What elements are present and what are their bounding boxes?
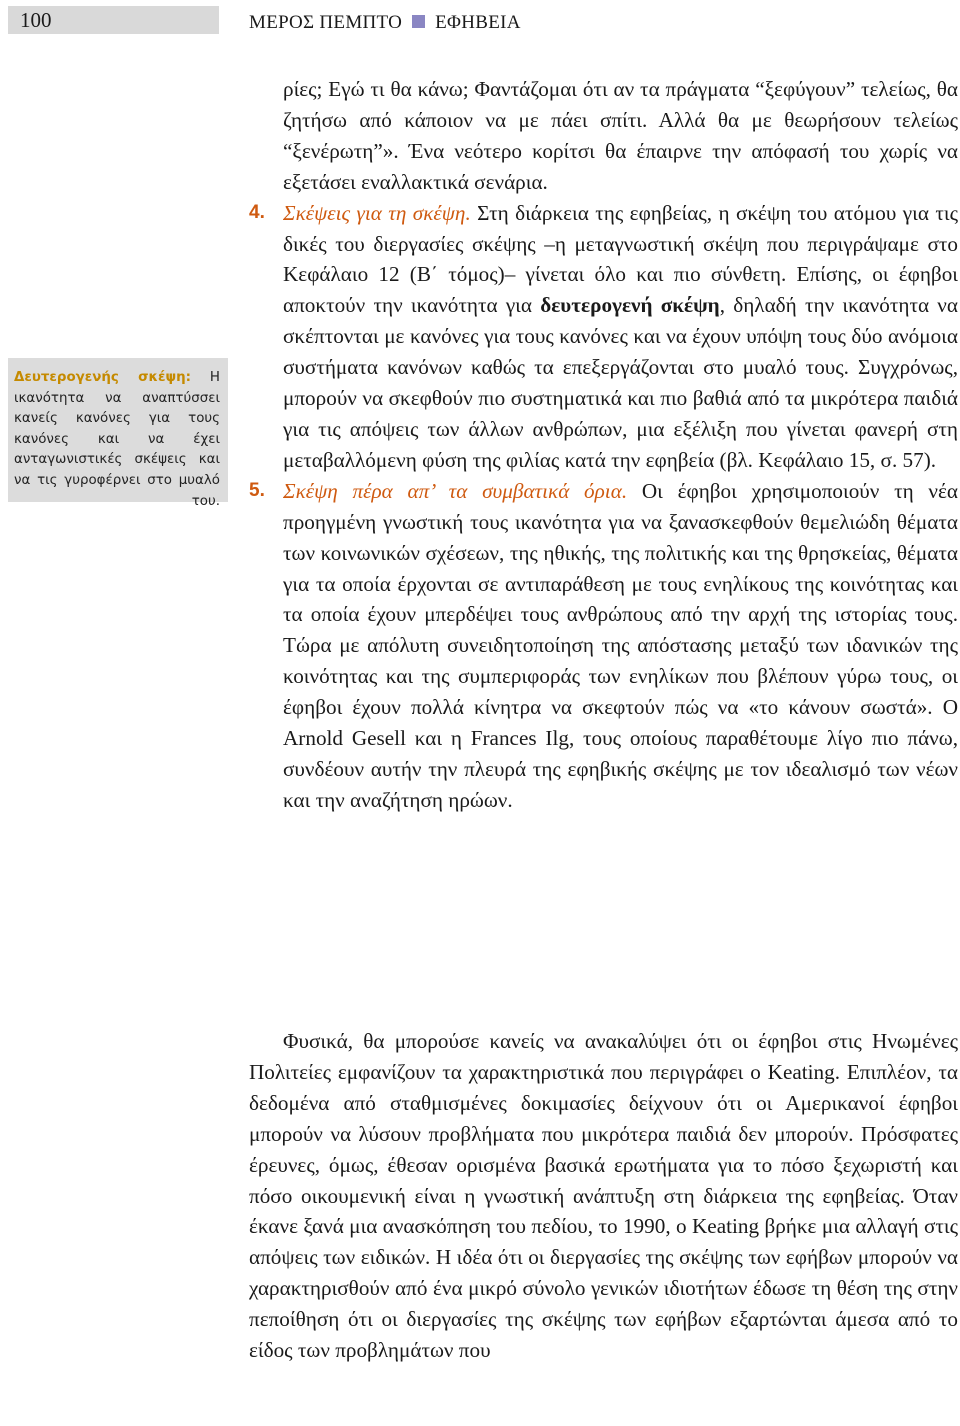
- part-title: ΜΕΡΟΣ ΠΕΜΠΤΟ: [249, 12, 403, 33]
- key-term: δευτερογενή σκέψη: [540, 293, 720, 318]
- glossary-term: Δευτερογενής σκέψη:: [14, 370, 192, 385]
- running-head: [249, 12, 521, 34]
- item-text: Στη διάρκεια της εφηβείας, η σκέψη του ατόμου για τις δικές του διεργασίες σκέψης –η μεταγνωστική σκέψη που περιγράψαμε στο Κεφάλαιο 12 (Β΄ τόμος)– γίνεται όλο και πιο σύνθετη. Επίσης, οι έφηβοι αποκτούν την ικανότητα για: [283, 200, 958, 318]
- square-bullet-icon: [412, 15, 425, 28]
- page-number-text: 100: [20, 8, 52, 32]
- continuation-paragraph: ρίες; Εγώ τι θα κάνω; Φαντάζομαι ότι αν τα πράγματα “ξεφύγουν” τελείως, θα ζητήσω από κάποιον να με πάει σπίτι. Αλλά θα με θεωρήσουν τελείως “ξενέρωτη”». Ένα νεότερο κορίτσι θα έπαιρνε την απόφασή του χωρίς να εξετάσει εναλλακτικά σενάρια.: [283, 77, 958, 194]
- list-item-4: [249, 198, 958, 476]
- list-item-5: [249, 476, 958, 816]
- item-number: 5.: [249, 479, 265, 501]
- item-title: Σκέψη πέρα απ’ τα συμβατικά όρια.: [283, 478, 628, 503]
- item-title: Σκέψεις για τη σκέψη.: [283, 200, 471, 225]
- item-number: 4.: [249, 201, 265, 223]
- glossary-sidenote: [8, 358, 228, 509]
- body-paragraph: Φυσικά, θα μπορούσε κανείς να ανακαλύψει ότι οι έφηβοι στις Ηνωμένες Πολιτείες εμφανίζουν τα χαρακτηριστικά που περιγράφει ο Keating. Επιπλέον, τα δεδομένα από σταθμισμένες δοκιμασίες δείχνουν ότι οι Αμερικανοί έφηβοι μπορούν να λύσουν προβλήματα που μικρότερα παιδιά δεν μπορούν. Πρόσφατες έρευνες, όμως, έθεσαν ορισμένα βασικά ερωτήματα για το πόσο ξεχωριστή και πόσο οικουμενική είναι η γνωστική ανάπτυξη στη διάρκεια της εφηβείας. Όταν έκανε ξανά μια ανασκόπηση του πεδίου, το 1990, ο Keating βρήκε μια αλλαγή στις απόψεις των ειδικών. Η ιδέα ότι οι διεργασίες της σκέψης των εφήβων μπορούν να χαρακτηρισθούν από ένα μικρό σύνολο γενικών ιδιοτήτων έδωσε τη θέση της στην πεποίθηση ότι οι διεργασίες της σκέψης των εφήβων εξαρτώνται άμεσα από το είδος των προβλημάτων που: [249, 1029, 958, 1363]
- item-text: Οι έφηβοι χρησιμοποιούν τη νέα προηγμένη γνωστική τους ικανότητα για να ξανασκεφθούν θεμελιώδη θέματα των κοινωνικών σχέσεων, της ηθικής, της πολιτικής και της θρησκείας, θέματα για τα οποία έρχονται σε αντιπαράθεση με τους ενηλίκους της κοινότητας και τα οποία έχουν μπερδέψει τους ανθρώπους από την αρχή της ιστορίας τους. Τώρα με απόλυτη συνειδητοποίηση της απόστασης μεταξύ των ιδανικών της κοινότητας και της συμπεριφοράς των ενηλίκων που βλέπουν γύρω τους, οι έφηβοι έχουν πολλά κίνητρα να σκεφτούν πώς να «το κάνουν σωστά». Ο Arnold Gesell και η Frances Ilg, τους οποίους παραθέτουμε λίγο πιο πάνω, συνδέουν αυτήν την πλευρά της εφηβικής σκέψης με τον ιδεαλισμό των νέων και την αναζήτηση ηρώων.: [283, 478, 958, 812]
- chapter-title: ΕΦΗΒΕΙΑ: [435, 12, 521, 33]
- glossary-definition: Η ικανότητα να αναπτύσσει κανείς κανόνες για τους κανόνες και να έχει ανταγωνιστικές σκέψεις και να τις γυροφέρνει στο μυαλό του.: [14, 370, 220, 509]
- page-number: [8, 6, 219, 34]
- main-text: [249, 74, 958, 816]
- item-text: , δηλαδή την ικανότητα να σκέπτονται με κανόνες για τους κανόνες και να έχουν υπόψη τους δύο ανόμοια συστήματα κανόνων καθώς τα επεξεργάζονται στο μυαλό τους. Συγχρόνως, μπορούν να σκεφθούν πιο συστηματικά και πιο βαθιά από τα μικρότερα παιδιά για τις απόψεις των άλλων ανθρώπων, μια εξέλιξη που γίνεται φανερή στη μεταβαλλόμενη φύση της φιλίας κατά την εφηβεία (βλ. Κεφάλαιο 15, σ. 57).: [283, 293, 958, 472]
